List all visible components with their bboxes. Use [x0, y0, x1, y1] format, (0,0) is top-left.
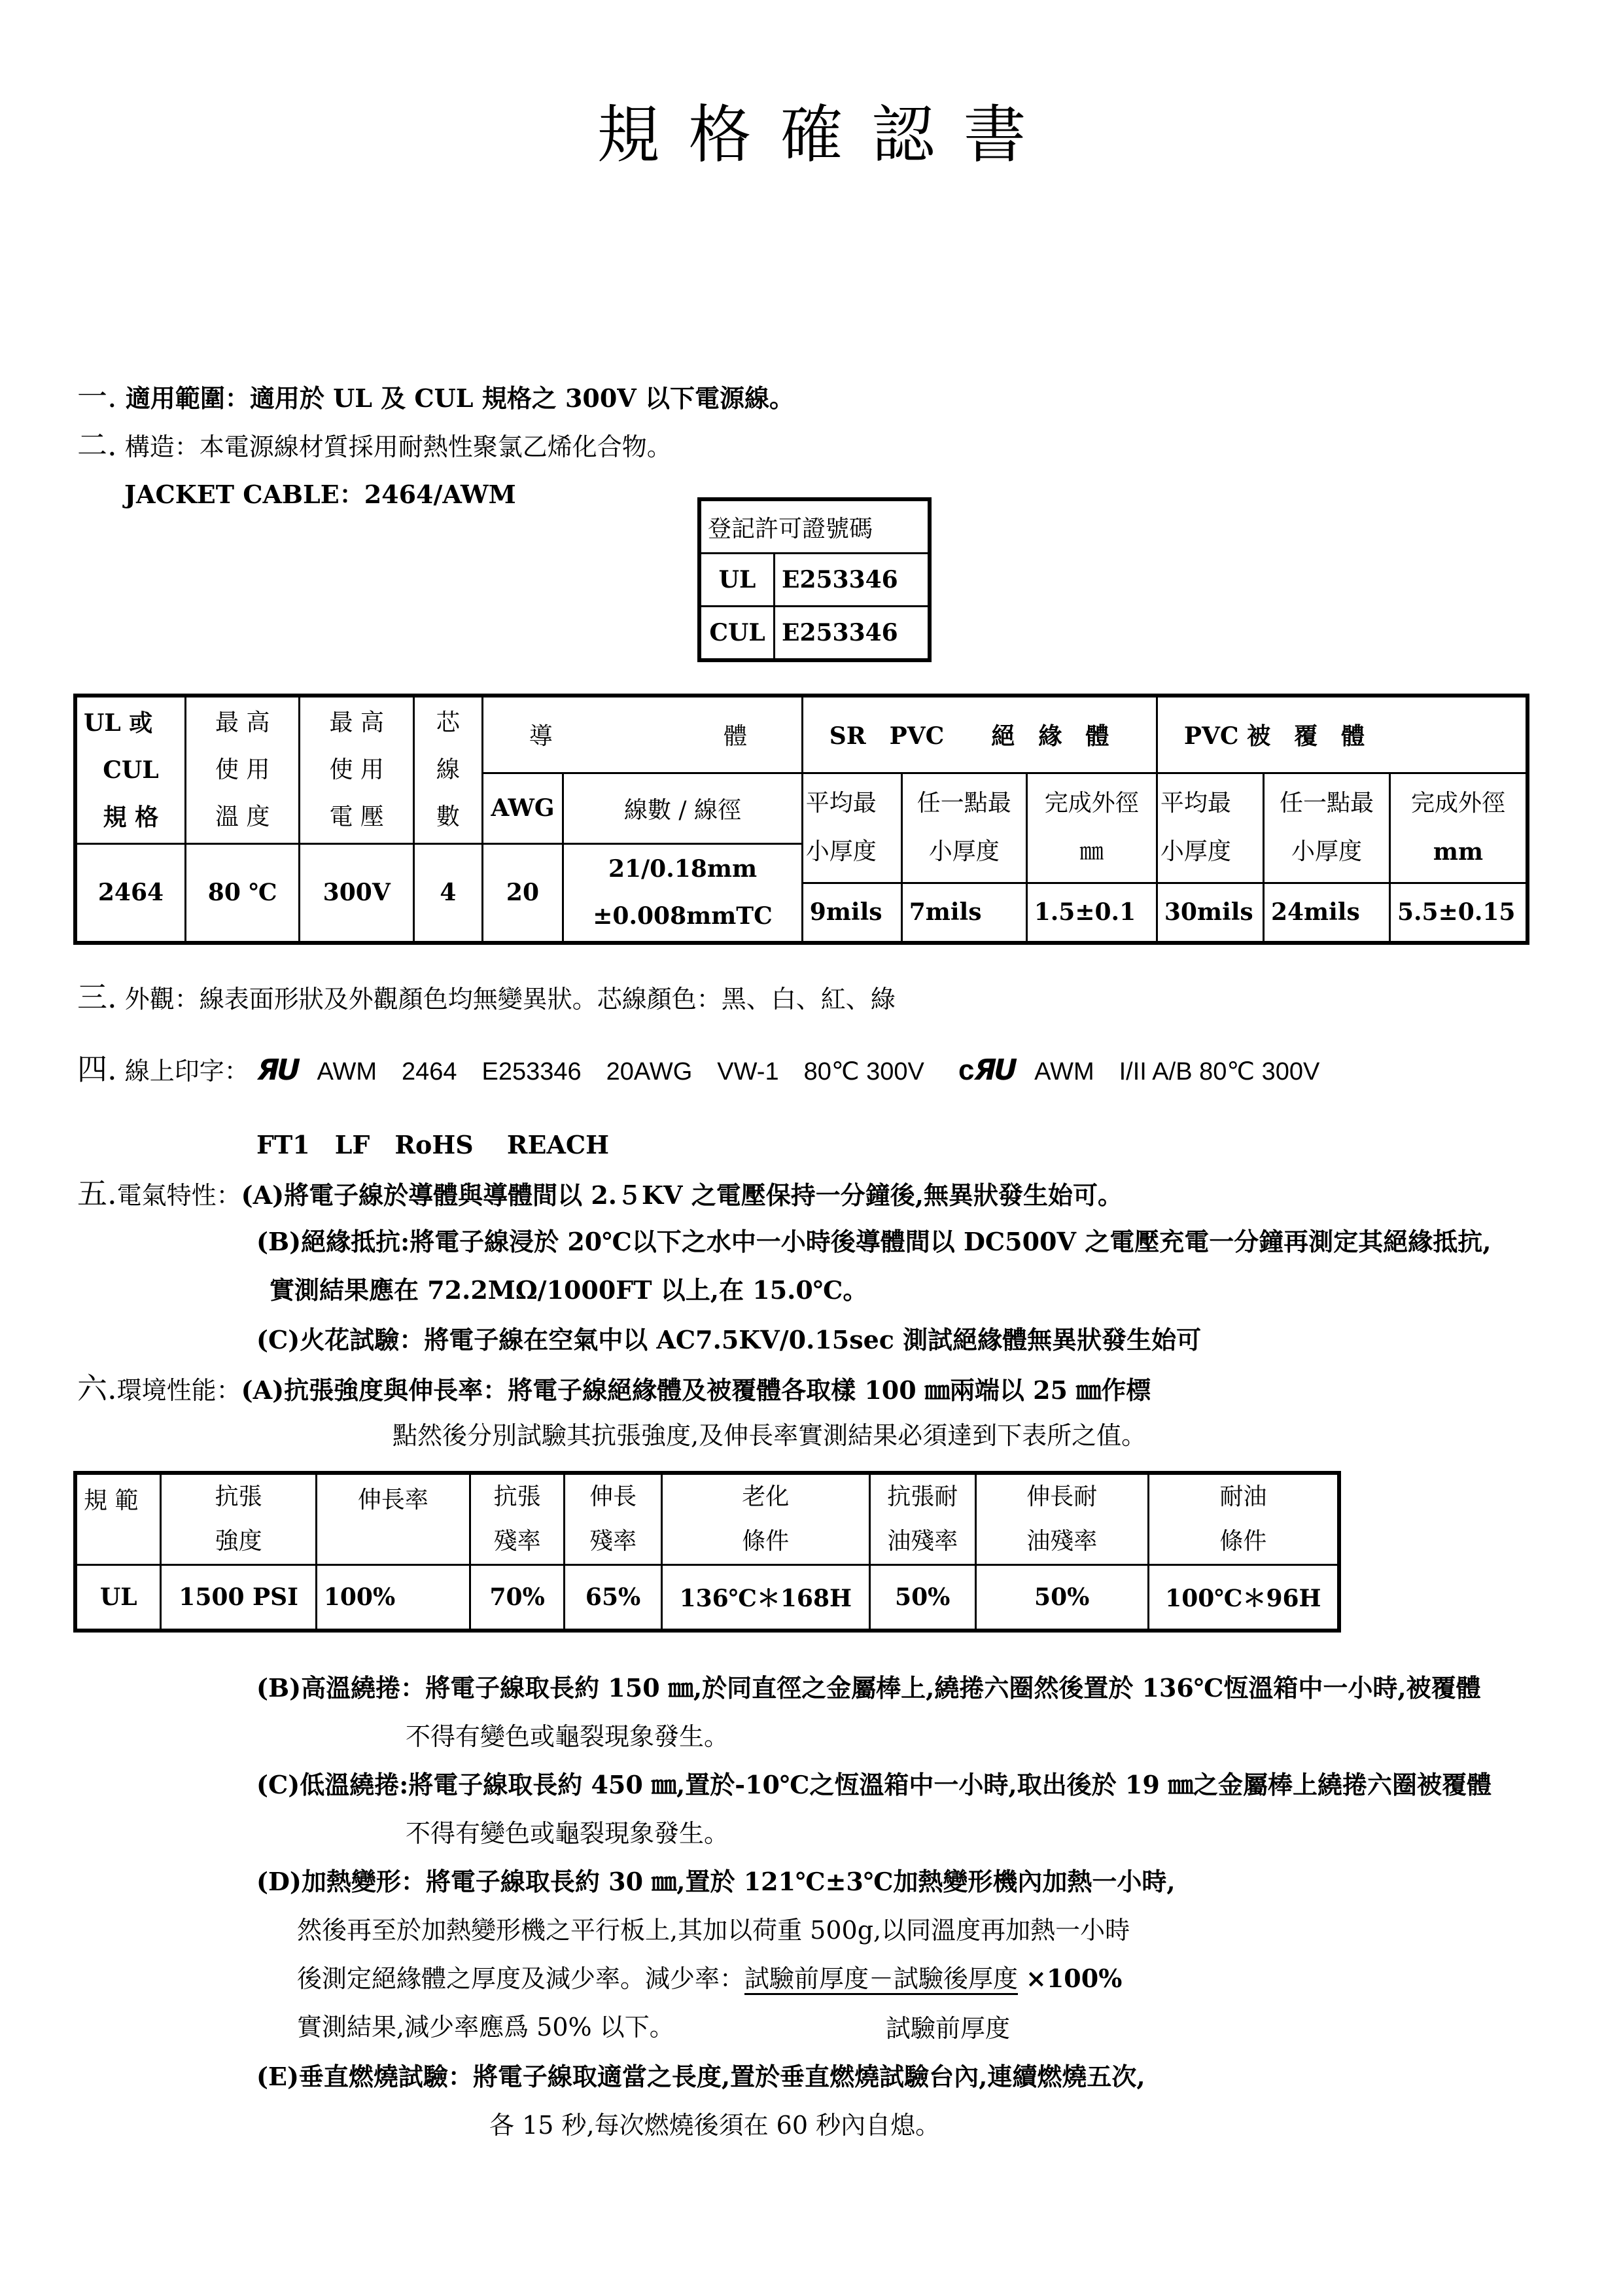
cell-strand: [563, 843, 803, 943]
section-6-d2: 然後再至於加熱變形機之平行板上,其加以荷重 500g,以同溫度再加熱一小時: [297, 1916, 1130, 1945]
section-5: [77, 1178, 1123, 1211]
section-6-label: 環境性能：: [116, 1376, 241, 1405]
header-temp-line: 最 高: [215, 709, 270, 736]
header-volt: [300, 696, 414, 843]
section-6-e1: (E)垂直燃燒試驗：將電子線取適當之長度,置於垂直燃燒試驗台內,連續燃燒五次,: [256, 2062, 1145, 2091]
header-ins-avg: [802, 773, 901, 883]
header-conductor: [482, 696, 802, 773]
header-volt-line: 電 壓: [329, 803, 384, 830]
section-6-d3: [297, 1963, 1122, 1994]
header-line: 任一點最: [916, 790, 1011, 817]
env-cell: UL: [75, 1565, 161, 1631]
environment-table: [73, 1471, 1341, 1633]
section-6-c2: 不得有變色或龜裂現象發生。: [406, 1819, 729, 1848]
registration-table: [697, 497, 932, 662]
header-sh-avg: [1157, 773, 1263, 883]
cell-sh-min: 24mils: [1263, 883, 1389, 943]
section-3: [77, 981, 896, 1015]
header-sheath: PVC 被 覆 體: [1157, 696, 1527, 773]
table-row: [699, 607, 930, 661]
env-cell: 100%: [316, 1565, 470, 1631]
header-std-line: CUL: [103, 756, 159, 784]
env-header-line: 殘率: [493, 1528, 541, 1555]
header-line: 小厚度: [1291, 838, 1362, 865]
section-2-text: 構造：本電源線材質採用耐熱性聚氯乙烯化合物。: [116, 433, 672, 461]
env-header-line: 抗張: [215, 1483, 262, 1510]
header-conductor-a: 導: [529, 723, 553, 751]
header-awg: AWG: [482, 773, 563, 843]
header-conductor-b: 體: [724, 723, 748, 751]
section-5-b2: 實測結果應在 72.2MΩ/1000FT 以上,在 15.0℃。: [270, 1275, 868, 1305]
header-line: mm: [1433, 838, 1484, 866]
header-sh-min: [1263, 773, 1389, 883]
section-5-label: 電氣特性：: [116, 1181, 241, 1210]
table-row: [75, 1565, 1339, 1631]
env-header-line: 伸長耐: [1026, 1483, 1098, 1510]
env-header-line: 條件: [1219, 1528, 1267, 1555]
env-cell: 136℃＊168H: [661, 1565, 869, 1631]
env-cell: 70%: [470, 1565, 565, 1631]
header-std: [75, 696, 185, 843]
registration-no: E253346: [775, 554, 930, 607]
env-header-line: 抗張耐: [887, 1483, 958, 1510]
section-6-d4: 實測結果,減少率應爲 50% 以下。: [297, 2013, 674, 2041]
formula-numerator: 試驗前厚度－試驗後厚度: [744, 1964, 1018, 1995]
env-header-line: 伸長率: [357, 1487, 428, 1513]
formula-multiplier: ×100%: [1026, 1964, 1123, 1993]
section-1: [77, 381, 794, 414]
section-5-b1: (B)絕緣抵抗:將電子線浸於 20℃以下之水中一小時後導體間以 DC500V 之電壓充電一分鐘再測定其絕緣抵抗,: [256, 1227, 1492, 1256]
env-header-tensile-ret: [470, 1473, 565, 1565]
env-header-line: 老化: [742, 1483, 790, 1510]
header-cores-line: 數: [436, 803, 460, 830]
header-insulation: SR PVC 絕 緣 體: [802, 696, 1157, 773]
registration-std: CUL: [699, 607, 775, 661]
env-cell: 65%: [565, 1565, 662, 1631]
env-cell: 1500 PSI: [161, 1565, 316, 1631]
section-5-c: (C)火花試驗：將電子線在空氣中以 AC7.5KV/0.15sec 測試絕緣體無異狀發生始可: [256, 1325, 1202, 1354]
header-volt-line: 使 用: [329, 756, 384, 783]
marking-line-1: AWM 2464 E253346 20AWG VW-1 80℃ 300V: [317, 1058, 924, 1086]
section-6-a2: 點然後分別試驗其抗張強度,及伸長率實測結果必須達到下表所之值。: [393, 1421, 1147, 1450]
header-cores: [413, 696, 482, 843]
header-line: 小厚度: [1160, 838, 1231, 865]
env-header-line: 殘率: [589, 1528, 637, 1555]
header-std-line: UL 或: [84, 709, 153, 737]
section-4-label: 線上印字：: [116, 1057, 249, 1086]
header-line: 小厚度: [805, 838, 877, 865]
cul-mark-icon: ЯU: [971, 1053, 1019, 1087]
cell-sh-avg: 30mils: [1157, 883, 1263, 943]
section-6-a1: (A)抗張強度與伸長率：將電子線絕緣體及被覆體各取樣 100 ㎜兩端以 25 ㎜作標: [241, 1375, 1151, 1405]
section-6-d1: (D)加熱變形：將電子線取長約 30 ㎜,置於 121℃±3℃加熱變形機內加熱一小時,: [256, 1867, 1176, 1896]
registration-std: UL: [699, 554, 775, 607]
header-line: 小厚度: [928, 838, 1000, 865]
section-1-number: 一.: [77, 379, 117, 414]
header-line: 完成外徑: [1410, 790, 1505, 817]
env-header-tensile: [161, 1473, 316, 1565]
header-cores-line: 線: [436, 756, 460, 783]
env-cell: 100℃＊96H: [1148, 1565, 1339, 1631]
header-volt-line: 最 高: [329, 709, 384, 736]
env-header-elongation: [316, 1473, 470, 1565]
header-std-line: 規 格: [103, 803, 159, 831]
env-header-line: 強度: [215, 1528, 262, 1555]
cell-cores: 4: [413, 843, 482, 943]
spec-table: [73, 694, 1529, 945]
header-ins-min: [901, 773, 1026, 883]
section-6-e2: 各 15 秒,每次燃燒後須在 60 秒內自熄。: [489, 2111, 941, 2140]
section-6-b1: (B)高溫繞捲：將電子線取長約 150 ㎜,於同直徑之金屬棒上,繞捲六圈然後置於 136℃恆溫箱中一小時,被覆體: [256, 1673, 1481, 1703]
cell-awg: 20: [482, 843, 563, 943]
section-3-text: 外觀：線表面形狀及外觀顏色均無變異狀。芯線顏色：黑、白、紅、綠: [116, 985, 896, 1014]
header-line: 平均最: [805, 790, 877, 817]
env-header-elong-ret: [565, 1473, 662, 1565]
header-ins-od: [1026, 773, 1157, 883]
ul-mark-icon: ЯU: [253, 1053, 301, 1087]
jacket-cable: JACKET CABLE：2464/AWM: [124, 480, 516, 509]
section-2: [77, 429, 672, 463]
page-title: 規格確認書: [597, 98, 1055, 171]
section-6-number: 六.: [77, 1371, 117, 1406]
header-temp: [185, 696, 300, 843]
header-sh-od: [1389, 773, 1527, 883]
header-cores-line: 芯: [436, 709, 460, 736]
env-header-std: [75, 1473, 161, 1565]
marking-line-1b: AWM I/II A/B 80℃ 300V: [1034, 1058, 1320, 1086]
section-5-number: 五.: [77, 1176, 117, 1211]
header-temp-line: 使 用: [215, 756, 270, 783]
env-cell: 50%: [869, 1565, 975, 1631]
section-5-a: (A)將電子線於導體與導體間以 2.５KV 之電壓保持一分鐘後,無異狀發生始可。: [241, 1180, 1123, 1210]
env-header-line: 規 範: [84, 1487, 139, 1514]
cell-std: 2464: [75, 843, 185, 943]
env-header-line: 抗張: [493, 1483, 541, 1510]
header-line: 平均最: [1160, 790, 1231, 817]
header-line: 完成外徑: [1044, 790, 1139, 817]
env-header-line: 油殘率: [887, 1528, 958, 1555]
env-header-aging: [661, 1473, 869, 1565]
marking-line-2: FT1 LF RoHS REACH: [256, 1130, 610, 1159]
env-cell: 50%: [975, 1565, 1148, 1631]
section-4: [77, 1053, 1319, 1087]
cell-ins-min: 7mils: [901, 883, 1026, 943]
cell-strand-line: 21/0.18mm: [608, 855, 758, 883]
registration-header: 登記許可證號碼: [699, 499, 930, 554]
c-mark: c: [958, 1054, 975, 1086]
section-6-d3-text: 後測定絕緣體之厚度及減少率。減少率：: [297, 1964, 745, 1993]
section-1-text: 適用範圍：適用於 UL 及 CUL 規格之 300V 以下電源線。: [116, 383, 794, 413]
env-header-line: 條件: [742, 1528, 790, 1555]
header-strand: 線數 / 線徑: [563, 773, 803, 843]
cell-volt: 300V: [300, 843, 414, 943]
registration-no: E253346: [775, 607, 930, 661]
section-2-number: 二.: [77, 427, 117, 463]
env-header-line: 耐油: [1219, 1483, 1267, 1510]
env-header-elong-oil: [975, 1473, 1148, 1565]
cell-sh-od: 5.5±0.15: [1389, 883, 1527, 943]
cell-temp: 80 ℃: [185, 843, 300, 943]
env-header-oil: [1148, 1473, 1339, 1565]
header-line: 任一點最: [1279, 790, 1374, 817]
header-temp-line: 溫 度: [215, 803, 270, 830]
env-header-tensile-oil: [869, 1473, 975, 1565]
formula-denominator: 試驗前厚度: [886, 2014, 1011, 2043]
section-3-number: 三.: [77, 980, 117, 1015]
section-4-number: 四.: [77, 1051, 117, 1087]
cell-strand-line: ±0.008mmTC: [593, 902, 773, 930]
header-line: ㎜: [1079, 838, 1104, 865]
section-6-b2: 不得有變色或龜裂現象發生。: [406, 1722, 729, 1751]
cell-ins-od: 1.5±0.1: [1026, 883, 1157, 943]
env-header-line: 油殘率: [1026, 1528, 1098, 1555]
section-6: [77, 1373, 1151, 1406]
table-row: [699, 554, 930, 607]
cell-ins-avg: 9mils: [802, 883, 901, 943]
env-header-line: 伸長: [589, 1483, 637, 1510]
section-6-c1: (C)低溫繞捲:將電子線取長約 450 ㎜,置於-10℃之恆溫箱中一小時,取出後於 19 ㎜之金屬棒上繞捲六圈被覆體: [256, 1770, 1492, 1799]
